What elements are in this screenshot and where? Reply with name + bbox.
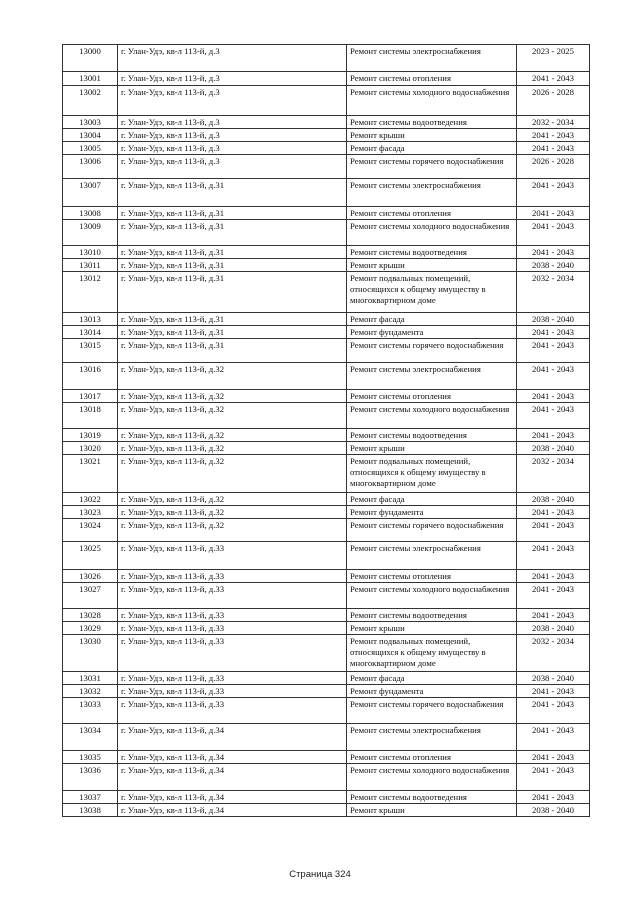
row-work-type: Ремонт крыши — [347, 442, 517, 455]
row-years: 2041 - 2043 — [517, 724, 590, 751]
works-table — [62, 44, 590, 817]
row-years: 2032 - 2034 — [517, 272, 590, 313]
row-years: 2041 - 2043 — [517, 179, 590, 207]
row-years: 2041 - 2043 — [517, 519, 590, 542]
table-row — [63, 259, 590, 272]
row-work-type: Ремонт системы отопления — [347, 72, 517, 86]
row-address: г. Улан-Удэ, кв-л 113-й, д.31 — [118, 220, 347, 246]
row-number: 13033 — [63, 698, 118, 724]
row-number: 13017 — [63, 390, 118, 403]
row-work-type: Ремонт системы холодного водоснабжения — [347, 764, 517, 791]
table-row — [63, 403, 590, 429]
row-number: 13036 — [63, 764, 118, 791]
row-number: 13007 — [63, 179, 118, 207]
row-address: г. Улан-Удэ, кв-л 113-й, д.32 — [118, 455, 347, 493]
row-address: г. Улан-Удэ, кв-л 113-й, д.33 — [118, 609, 347, 622]
row-years: 2032 - 2034 — [517, 116, 590, 129]
row-years: 2041 - 2043 — [517, 72, 590, 86]
row-address: г. Улан-Удэ, кв-л 113-й, д.32 — [118, 519, 347, 542]
row-number: 13001 — [63, 72, 118, 86]
row-number: 13014 — [63, 326, 118, 339]
row-address: г. Улан-Удэ, кв-л 113-й, д.31 — [118, 179, 347, 207]
row-number: 13031 — [63, 672, 118, 685]
row-years: 2041 - 2043 — [517, 403, 590, 429]
row-address: г. Улан-Удэ, кв-л 113-й, д.34 — [118, 804, 347, 817]
table-row — [63, 220, 590, 246]
row-address: г. Улан-Удэ, кв-л 113-й, д.31 — [118, 326, 347, 339]
row-years: 2041 - 2043 — [517, 506, 590, 519]
row-years: 2038 - 2040 — [517, 622, 590, 635]
row-number: 13029 — [63, 622, 118, 635]
row-number: 13027 — [63, 583, 118, 609]
row-number: 13035 — [63, 751, 118, 764]
row-years: 2041 - 2043 — [517, 791, 590, 804]
row-years: 2023 - 2025 — [517, 45, 590, 72]
table-row — [63, 326, 590, 339]
row-years: 2038 - 2040 — [517, 259, 590, 272]
row-number: 13015 — [63, 339, 118, 363]
row-address: г. Улан-Удэ, кв-л 113-й, д.34 — [118, 724, 347, 751]
row-work-type: Ремонт системы электроснабжения — [347, 542, 517, 570]
row-work-type: Ремонт системы холодного водоснабжения — [347, 220, 517, 246]
row-work-type: Ремонт подвальных помещений, относящихся к общему имуществу в многоквартирном доме — [347, 272, 517, 313]
row-number: 13009 — [63, 220, 118, 246]
table-row — [63, 45, 590, 72]
row-number: 13019 — [63, 429, 118, 442]
row-address: г. Улан-Удэ, кв-л 113-й, д.32 — [118, 493, 347, 506]
row-address: г. Улан-Удэ, кв-л 113-й, д.32 — [118, 403, 347, 429]
table-row — [63, 339, 590, 363]
row-work-type: Ремонт фундамента — [347, 685, 517, 698]
row-work-type: Ремонт системы горячего водоснабжения — [347, 698, 517, 724]
row-years: 2041 - 2043 — [517, 129, 590, 142]
row-work-type: Ремонт подвальных помещений, относящихся к общему имуществу в многоквартирном доме — [347, 635, 517, 672]
row-address: г. Улан-Удэ, кв-л 113-й, д.3 — [118, 45, 347, 72]
table-row — [63, 442, 590, 455]
row-years: 2041 - 2043 — [517, 685, 590, 698]
row-years: 2026 - 2028 — [517, 155, 590, 179]
row-years: 2038 - 2040 — [517, 442, 590, 455]
row-work-type: Ремонт системы электроснабжения — [347, 179, 517, 207]
table-row — [63, 72, 590, 86]
row-years: 2038 - 2040 — [517, 493, 590, 506]
table-row — [63, 390, 590, 403]
row-address: г. Улан-Удэ, кв-л 113-й, д.31 — [118, 207, 347, 220]
row-work-type: Ремонт системы холодного водоснабжения — [347, 403, 517, 429]
row-years: 2041 - 2043 — [517, 326, 590, 339]
row-work-type: Ремонт системы отопления — [347, 390, 517, 403]
row-address: г. Улан-Удэ, кв-л 113-й, д.34 — [118, 751, 347, 764]
row-work-type: Ремонт крыши — [347, 129, 517, 142]
table-row — [63, 764, 590, 791]
row-address: г. Улан-Удэ, кв-л 113-й, д.34 — [118, 791, 347, 804]
row-work-type: Ремонт системы электроснабжения — [347, 45, 517, 72]
row-number: 13020 — [63, 442, 118, 455]
row-work-type: Ремонт системы водоотведения — [347, 116, 517, 129]
table-row — [63, 542, 590, 570]
row-address: г. Улан-Удэ, кв-л 113-й, д.32 — [118, 363, 347, 390]
row-years: 2041 - 2043 — [517, 542, 590, 570]
row-number: 13013 — [63, 313, 118, 326]
row-address: г. Улан-Удэ, кв-л 113-й, д.3 — [118, 116, 347, 129]
row-number: 13003 — [63, 116, 118, 129]
row-work-type: Ремонт системы отопления — [347, 570, 517, 583]
table-row — [63, 363, 590, 390]
row-address: г. Улан-Удэ, кв-л 113-й, д.33 — [118, 698, 347, 724]
row-number: 13030 — [63, 635, 118, 672]
row-years: 2041 - 2043 — [517, 570, 590, 583]
row-address: г. Улан-Удэ, кв-л 113-й, д.33 — [118, 672, 347, 685]
row-years: 2038 - 2040 — [517, 804, 590, 817]
row-number: 13005 — [63, 142, 118, 155]
row-work-type: Ремонт системы водоотведения — [347, 609, 517, 622]
table-row — [63, 207, 590, 220]
table-row — [63, 804, 590, 817]
row-number: 13023 — [63, 506, 118, 519]
row-work-type: Ремонт крыши — [347, 804, 517, 817]
table-row — [63, 179, 590, 207]
row-address: г. Улан-Удэ, кв-л 113-й, д.34 — [118, 764, 347, 791]
row-address: г. Улан-Удэ, кв-л 113-й, д.31 — [118, 246, 347, 259]
row-address: г. Улан-Удэ, кв-л 113-й, д.32 — [118, 442, 347, 455]
row-work-type: Ремонт системы горячего водоснабжения — [347, 339, 517, 363]
table-row — [63, 455, 590, 493]
works-table-body — [63, 45, 590, 817]
table-row — [63, 685, 590, 698]
table-row — [63, 519, 590, 542]
row-address: г. Улан-Удэ, кв-л 113-й, д.31 — [118, 313, 347, 326]
table-row — [63, 751, 590, 764]
row-work-type: Ремонт крыши — [347, 259, 517, 272]
table-row — [63, 698, 590, 724]
row-address: г. Улан-Удэ, кв-л 113-й, д.3 — [118, 72, 347, 86]
row-work-type: Ремонт подвальных помещений, относящихся к общему имуществу в многоквартирном доме — [347, 455, 517, 493]
row-work-type: Ремонт фундамента — [347, 506, 517, 519]
row-years: 2041 - 2043 — [517, 698, 590, 724]
row-work-type: Ремонт системы отопления — [347, 207, 517, 220]
table-row — [63, 622, 590, 635]
table-row — [63, 116, 590, 129]
row-years: 2038 - 2040 — [517, 313, 590, 326]
row-address: г. Улан-Удэ, кв-л 113-й, д.32 — [118, 390, 347, 403]
row-years: 2041 - 2043 — [517, 751, 590, 764]
table-row — [63, 246, 590, 259]
row-number: 13028 — [63, 609, 118, 622]
row-number: 13010 — [63, 246, 118, 259]
row-address: г. Улан-Удэ, кв-л 113-й, д.3 — [118, 129, 347, 142]
row-work-type: Ремонт системы холодного водоснабжения — [347, 86, 517, 116]
table-row — [63, 272, 590, 313]
table-row — [63, 791, 590, 804]
table-row — [63, 129, 590, 142]
row-number: 13026 — [63, 570, 118, 583]
row-work-type: Ремонт крыши — [347, 622, 517, 635]
row-work-type: Ремонт системы водоотведения — [347, 429, 517, 442]
row-years: 2032 - 2034 — [517, 455, 590, 493]
row-number: 13012 — [63, 272, 118, 313]
row-years: 2038 - 2040 — [517, 672, 590, 685]
row-years: 2041 - 2043 — [517, 142, 590, 155]
row-number: 13037 — [63, 791, 118, 804]
row-address: г. Улан-Удэ, кв-л 113-й, д.3 — [118, 142, 347, 155]
row-work-type: Ремонт системы водоотведения — [347, 246, 517, 259]
row-number: 13032 — [63, 685, 118, 698]
row-address: г. Улан-Удэ, кв-л 113-й, д.31 — [118, 272, 347, 313]
row-work-type: Ремонт системы отопления — [347, 751, 517, 764]
row-number: 13018 — [63, 403, 118, 429]
row-number: 13034 — [63, 724, 118, 751]
row-address: г. Улан-Удэ, кв-л 113-й, д.32 — [118, 429, 347, 442]
row-years: 2041 - 2043 — [517, 764, 590, 791]
row-work-type: Ремонт фасада — [347, 672, 517, 685]
row-number: 13016 — [63, 363, 118, 390]
row-work-type: Ремонт системы водоотведения — [347, 791, 517, 804]
table-row — [63, 142, 590, 155]
table-row — [63, 724, 590, 751]
row-number: 13022 — [63, 493, 118, 506]
table-row — [63, 583, 590, 609]
row-years: 2026 - 2028 — [517, 86, 590, 116]
row-work-type: Ремонт системы холодного водоснабжения — [347, 583, 517, 609]
row-address: г. Улан-Удэ, кв-л 113-й, д.33 — [118, 583, 347, 609]
row-number: 13038 — [63, 804, 118, 817]
row-work-type: Ремонт системы электроснабжения — [347, 724, 517, 751]
row-number: 13025 — [63, 542, 118, 570]
row-years: 2041 - 2043 — [517, 390, 590, 403]
table-row — [63, 506, 590, 519]
row-years: 2041 - 2043 — [517, 220, 590, 246]
row-years: 2041 - 2043 — [517, 429, 590, 442]
row-number: 13000 — [63, 45, 118, 72]
row-work-type: Ремонт фасада — [347, 313, 517, 326]
row-address: г. Улан-Удэ, кв-л 113-й, д.3 — [118, 86, 347, 116]
row-work-type: Ремонт фасада — [347, 142, 517, 155]
table-row — [63, 493, 590, 506]
row-number: 13008 — [63, 207, 118, 220]
row-address: г. Улан-Удэ, кв-л 113-й, д.31 — [118, 339, 347, 363]
row-work-type: Ремонт фундамента — [347, 326, 517, 339]
row-years: 2041 - 2043 — [517, 207, 590, 220]
row-address: г. Улан-Удэ, кв-л 113-й, д.33 — [118, 570, 347, 583]
row-work-type: Ремонт системы горячего водоснабжения — [347, 155, 517, 179]
row-number: 13021 — [63, 455, 118, 493]
row-number: 13004 — [63, 129, 118, 142]
row-number: 13024 — [63, 519, 118, 542]
row-work-type: Ремонт системы горячего водоснабжения — [347, 519, 517, 542]
row-years: 2032 - 2034 — [517, 635, 590, 672]
row-address: г. Улан-Удэ, кв-л 113-й, д.33 — [118, 542, 347, 570]
row-number: 13002 — [63, 86, 118, 116]
table-row — [63, 313, 590, 326]
row-years: 2041 - 2043 — [517, 339, 590, 363]
row-work-type: Ремонт системы электроснабжения — [347, 363, 517, 390]
table-row — [63, 609, 590, 622]
row-years: 2041 - 2043 — [517, 583, 590, 609]
table-row — [63, 570, 590, 583]
row-years: 2041 - 2043 — [517, 246, 590, 259]
table-row — [63, 672, 590, 685]
row-number: 13006 — [63, 155, 118, 179]
row-address: г. Улан-Удэ, кв-л 113-й, д.33 — [118, 685, 347, 698]
row-address: г. Улан-Удэ, кв-л 113-й, д.32 — [118, 506, 347, 519]
table-row — [63, 86, 590, 116]
row-address: г. Улан-Удэ, кв-л 113-й, д.3 — [118, 155, 347, 179]
row-years: 2041 - 2043 — [517, 609, 590, 622]
row-number: 13011 — [63, 259, 118, 272]
table-row — [63, 635, 590, 672]
table-row — [63, 155, 590, 179]
page-number: Страница 324 — [289, 869, 351, 880]
row-work-type: Ремонт фасада — [347, 493, 517, 506]
row-address: г. Улан-Удэ, кв-л 113-й, д.33 — [118, 635, 347, 672]
row-address: г. Улан-Удэ, кв-л 113-й, д.31 — [118, 259, 347, 272]
row-address: г. Улан-Удэ, кв-л 113-й, д.33 — [118, 622, 347, 635]
table-row — [63, 429, 590, 442]
row-years: 2041 - 2043 — [517, 363, 590, 390]
